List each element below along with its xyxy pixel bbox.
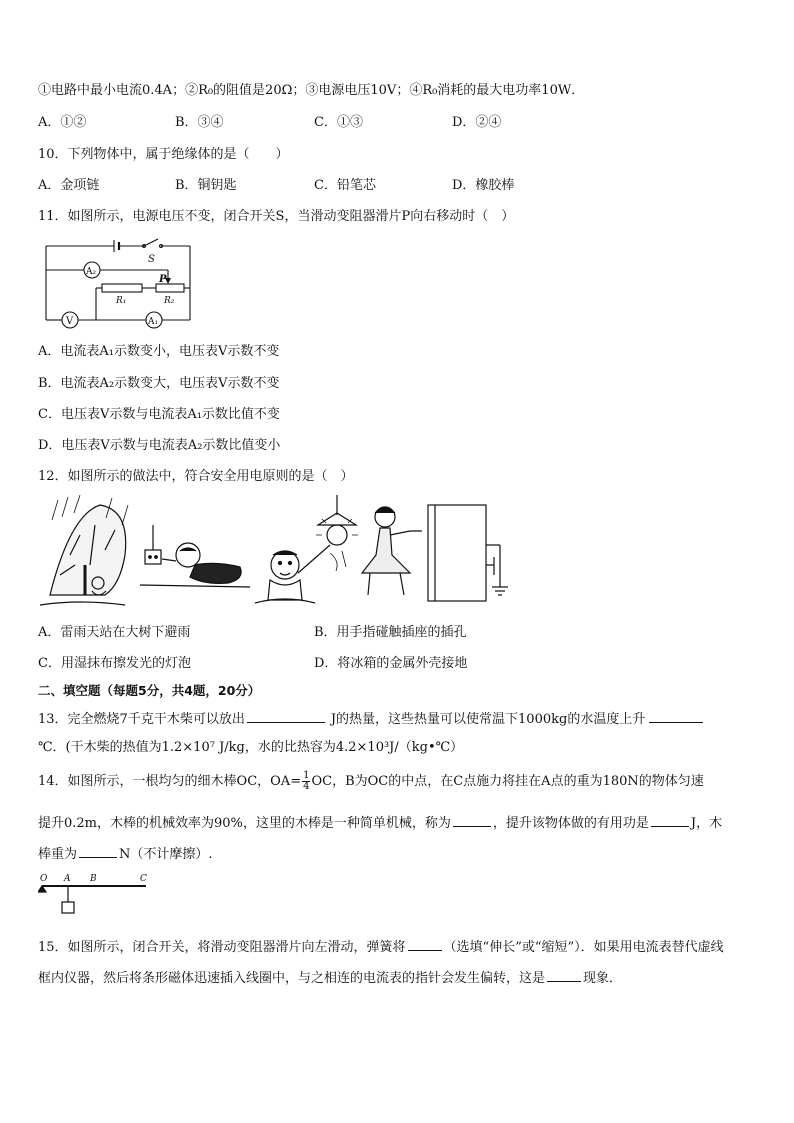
tree-in-rain-illustration bbox=[40, 495, 128, 605]
q15-part1b: （选填“伸长”或“缩短”）．如果用电流表替代虚线 bbox=[443, 940, 724, 955]
q14-line1 bbox=[38, 771, 704, 792]
r1-label: R₁ bbox=[116, 296, 127, 306]
q14-lever-diagram bbox=[38, 870, 150, 918]
q13-blank-temp[interactable] bbox=[649, 708, 703, 723]
socket-touching-illustration bbox=[140, 525, 250, 587]
fraction-denominator: 4 bbox=[303, 781, 310, 792]
q15-line1 bbox=[38, 936, 724, 957]
q12-option-c[interactable]: C．用湿抹布擦发光的灯泡 bbox=[38, 656, 191, 671]
q14-part3b: N（不计摩擦）. bbox=[119, 847, 213, 862]
q13-part2: J的热量，这些热量可以使常温下1000kg的水温度上升 bbox=[330, 712, 646, 727]
q12-stem: 12．如图所示的做法中，符合安全用电原则的是（ ） bbox=[38, 469, 354, 484]
q12-option-b[interactable]: B．用手指碰触插座的插孔 bbox=[314, 625, 467, 640]
q14-fraction bbox=[302, 771, 310, 792]
q14-blank-work[interactable] bbox=[651, 812, 689, 827]
q9-option-c[interactable]: C．①③ bbox=[314, 115, 363, 130]
q14-line2 bbox=[38, 812, 722, 833]
q12-safety-illustrations bbox=[40, 495, 510, 615]
q14-blank-weight[interactable] bbox=[79, 843, 117, 858]
q14-part2c: J，木 bbox=[690, 816, 723, 831]
q9-option-b[interactable]: B．③④ bbox=[175, 115, 224, 130]
q11-stem: 11．如图所示，电源电压不变，闭合开关S，当滑动变阻器滑片P向右移动时（ ） bbox=[38, 209, 515, 224]
q15-line2 bbox=[38, 967, 622, 988]
ammeter2-label: A₂ bbox=[86, 267, 97, 277]
q10-option-d[interactable]: D．橡胶棒 bbox=[452, 178, 515, 193]
q9-option-a[interactable]: A．①② bbox=[38, 115, 87, 130]
q14-part3a: 棒重为 bbox=[38, 847, 78, 862]
q15-blank-spring[interactable] bbox=[408, 936, 442, 951]
q11-circuit-diagram bbox=[40, 236, 200, 330]
q10-option-b[interactable]: B．铜钥匙 bbox=[175, 178, 237, 193]
r2-label: R₂ bbox=[164, 296, 175, 306]
q15-blank-phenomenon[interactable] bbox=[547, 967, 581, 982]
fraction-numerator: 1 bbox=[303, 770, 310, 781]
q11-option-d[interactable]: D．电压表V示数与电流表A₂示数比值变小 bbox=[38, 438, 281, 453]
q12-option-d[interactable]: D．将冰箱的金属外壳接地 bbox=[314, 656, 468, 671]
q13-line2: ℃．(干木柴的热值为1.2×10⁷ J/kg，水的比热容为4.2×10³J/（kg•℃） bbox=[38, 740, 464, 755]
switch-label: S bbox=[148, 254, 155, 265]
lever-label-a: A bbox=[64, 874, 71, 884]
wiping-bulb-illustration bbox=[255, 495, 358, 603]
lever-label-c: C bbox=[140, 874, 147, 884]
q10-option-c[interactable]: C．铅笔芯 bbox=[314, 178, 376, 193]
q10-stem: 10．下列物体中，属于绝缘体的是（ ） bbox=[38, 147, 289, 162]
q14-part2b: ，提升该物体做的有用功是 bbox=[492, 816, 649, 831]
lever-label-b: B bbox=[90, 874, 97, 884]
section-heading: 二、填空题（每题5分，共4题，20分） bbox=[38, 683, 261, 698]
q14-part1a: 14．如图所示，一根均匀的细木棒OC，OA= bbox=[38, 774, 302, 789]
q14-blank-machine[interactable] bbox=[453, 812, 491, 827]
q9-statements: ①电路中最小电流0.4A；②R₀的阻值是20Ω；③电源电压10V；④R₀消耗的最大电功率10W． bbox=[38, 83, 585, 98]
ammeter1-label: A₁ bbox=[148, 317, 159, 327]
q13-part1: 13．完全燃烧7千克干木柴可以放出 bbox=[38, 712, 245, 727]
fridge-grounding-illustration bbox=[362, 505, 508, 601]
q14-part2a: 提升0.2m，木棒的机械效率为90%，这里的木棒是一种简单机械，称为 bbox=[38, 816, 451, 831]
voltmeter-label: V bbox=[66, 316, 74, 327]
q13-blank-heat[interactable] bbox=[247, 708, 325, 723]
slider-label: P bbox=[159, 274, 167, 285]
q11-option-b[interactable]: B．电流表A₂示数变大，电压表V示数不变 bbox=[38, 376, 280, 391]
q12-option-a[interactable]: A．雷雨天站在大树下避雨 bbox=[38, 625, 191, 640]
lever-label-o: O bbox=[40, 874, 48, 884]
q11-option-c[interactable]: C．电压表V示数与电流表A₁示数比值不变 bbox=[38, 407, 280, 422]
q15-part1a: 15．如图所示，闭合开关，将滑动变阻器滑片向左滑动，弹簧将 bbox=[38, 940, 406, 955]
q13-line1 bbox=[38, 708, 703, 729]
q11-option-a[interactable]: A．电流表A₁示数变小，电压表V示数不变 bbox=[38, 344, 280, 359]
q9-option-d[interactable]: D．②④ bbox=[452, 115, 502, 130]
q14-line3 bbox=[38, 843, 213, 864]
q14-part1b: OC，B为OC的中点，在C点施力将挂在A点的重为180N的物体匀速 bbox=[311, 774, 704, 789]
q10-option-a[interactable]: A．金项链 bbox=[38, 178, 100, 193]
q15-part2b: 现象． bbox=[583, 971, 623, 986]
q15-part2a: 框内仪器，然后将条形磁体迅速插入线圈中，与之相连的电流表的指针会发生偏转，这是 bbox=[38, 971, 546, 986]
